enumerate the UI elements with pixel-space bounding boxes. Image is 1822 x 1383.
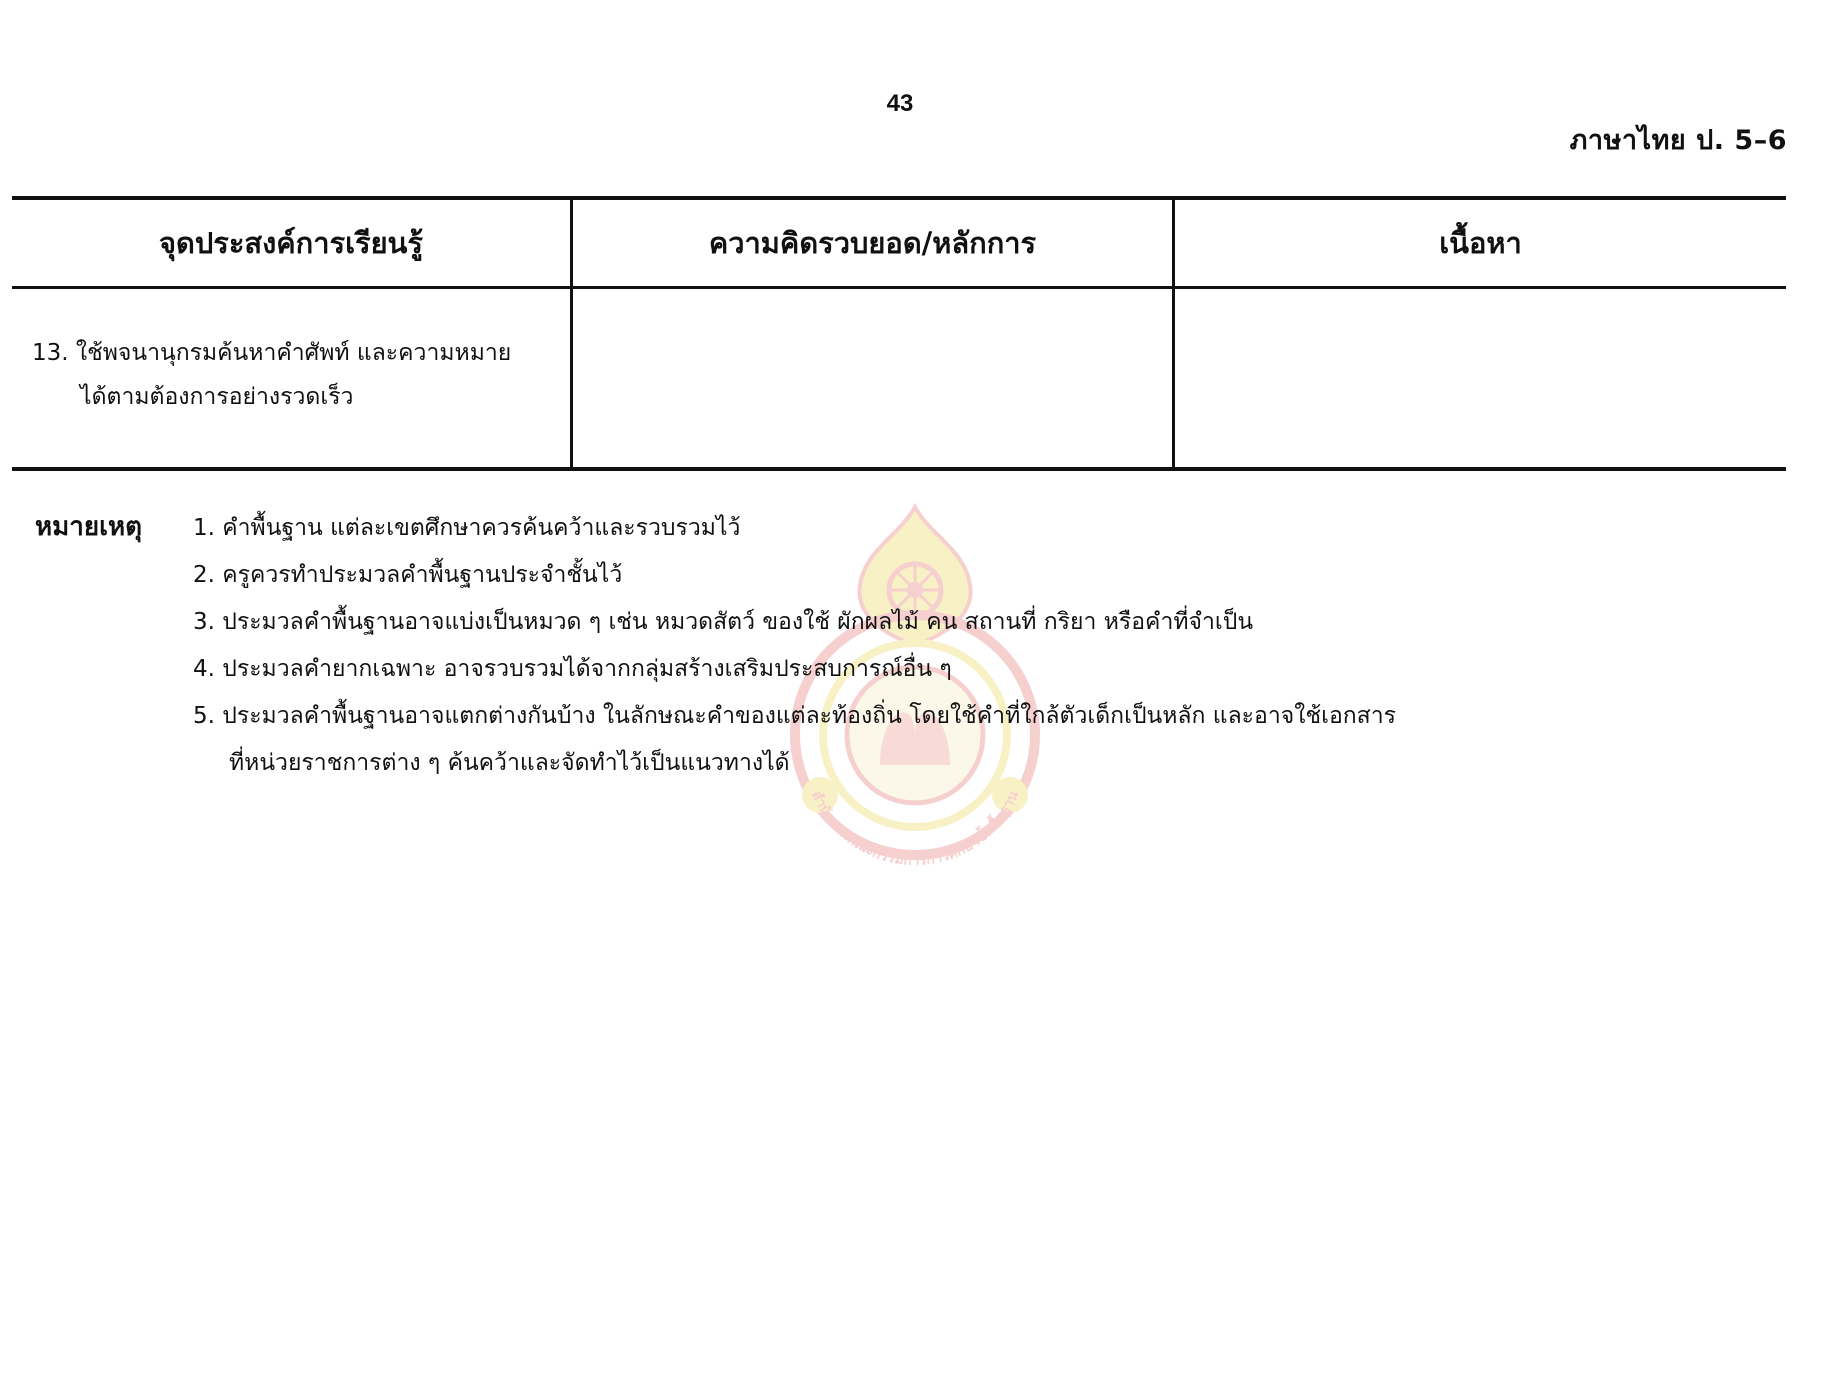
note-item: 1. คำพื้นฐาน แต่ละเขตศึกษาควรค้นคว้าและรวบรวมไว้ — [193, 515, 741, 541]
column-header-content: เนื้อหา — [1439, 226, 1522, 260]
note-item: 5. ประมวลคำพื้นฐานอาจแตกต่างกันบ้าง ในลักษณะคำของแต่ละท้องถิ่น โดยใช้คำที่ใกล้ตัวเด็กเป็นหลัก และอาจใช้เอกสาร — [193, 703, 1396, 729]
column-header-concepts: ความคิดรวบยอด/หลักการ — [708, 226, 1037, 260]
table-header-rule — [12, 286, 1786, 289]
page-number: 43 — [886, 90, 914, 117]
table-top-rule — [12, 196, 1786, 200]
column-header-objectives: จุดประสงค์การเรียนรู้ — [159, 226, 423, 260]
table-bottom-rule — [12, 467, 1786, 471]
note-item-continuation: ที่หน่วยราชการต่าง ๆ ค้นคว้าและจัดทำไว้เป็นแนวทางได้ — [229, 750, 790, 776]
objective-item — [32, 331, 562, 419]
note-item: 2. ครูควรทำประมวลคำพื้นฐานประจำชั้นไว้ — [193, 562, 623, 588]
note-item: 3. ประมวลคำพื้นฐานอาจแบ่งเป็นหมวด ๆ เช่น หมวดสัตว์ ของใช้ ผักผลไม้ คน สถานที่ กริยา หรือคำที่จำเป็น — [193, 609, 1254, 635]
watermark-seal-text: สำนักงานคณะกรรมการการศึกษาขั้นพื้นฐาน — [807, 788, 1022, 869]
objective-line: ได้ตามต้องการอย่างรวดเร็ว — [80, 384, 354, 410]
notes-heading: หมายเหตุ — [35, 512, 143, 542]
note-item: 4. ประมวลคำยากเฉพาะ อาจรวบรวมได้จากกลุ่มสร้างเสริมประสบการณ์อื่น ๆ — [193, 656, 952, 682]
objective-line: 13. ใช้พจนานุกรมค้นหาคำศัพท์ และความหมาย — [32, 340, 512, 366]
subject-title: ภาษาไทย ป. 5–6 — [1569, 125, 1787, 156]
curriculum-table — [12, 196, 1786, 472]
notes-list — [193, 505, 1593, 787]
